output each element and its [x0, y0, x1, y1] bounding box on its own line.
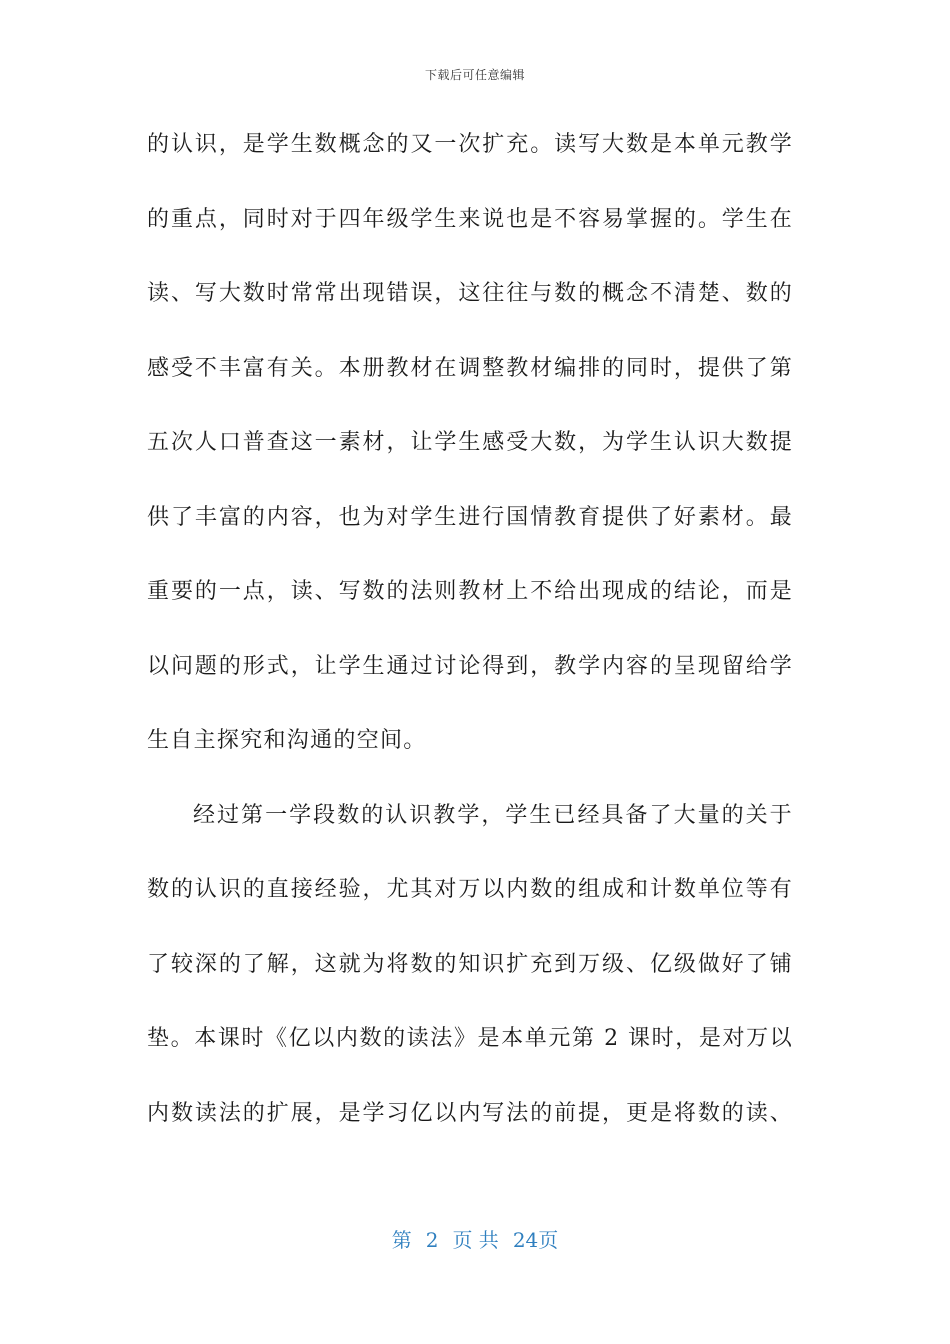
text-line: 垫。本课时《亿以内数的读法》是本单元第 2 课时，是对万以 — [147, 1026, 793, 1051]
text-line: 了较深的了解，这就为将数的知识扩充到万级、亿级做好了铺 — [147, 951, 793, 977]
document-body — [147, 120, 793, 1163]
text-line: 读、写大数时常常出现错误，这往往与数的概念不清楚、数的 — [147, 281, 793, 306]
text-line: 的重点，同时对于四年级学生来说也是不容易掌握的。学生在 — [147, 206, 793, 232]
footer-suffix: 页 — [538, 1228, 559, 1252]
page-header: 下载后可任意编辑 — [424, 68, 525, 82]
footer-prefix: 第 — [391, 1228, 412, 1252]
text-line: 生自主探究和沟通的空间。 — [147, 728, 427, 753]
footer-mid: 页 共 — [452, 1228, 499, 1252]
text-line: 数的认识的直接经验，尤其对万以内数的组成和计数单位等有 — [147, 877, 793, 902]
text-line: 供了丰富的内容，也为对学生进行国情教育提供了好素材。最 — [147, 504, 793, 530]
paragraph-first-line: 经过第一学段数的认识教学，学生已经具备了大量的关于 — [193, 802, 793, 828]
text-line: 感受不丰富有关。本册教材在调整教材编排的同时，提供了第 — [147, 355, 793, 381]
total-pages: 24 — [512, 1228, 539, 1252]
text-line: 五次人口普查这一素材，让学生感受大数，为学生认识大数提 — [147, 430, 793, 455]
text-line: 的认识，是学生数概念的又一次扩充。读写大数是本单元教学 — [147, 132, 793, 157]
page-number-footer — [0, 1224, 950, 1253]
current-page-number: 2 — [425, 1228, 439, 1252]
text-line: 以问题的形式，让学生通过讨论得到，教学内容的呈现留给学 — [147, 653, 793, 679]
text-line: 内数读法的扩展，是学习亿以内写法的前提，更是将数的读、 — [147, 1100, 793, 1126]
text-line: 重要的一点，读、写数的法则教材上不给出现成的结论，而是 — [147, 579, 793, 604]
